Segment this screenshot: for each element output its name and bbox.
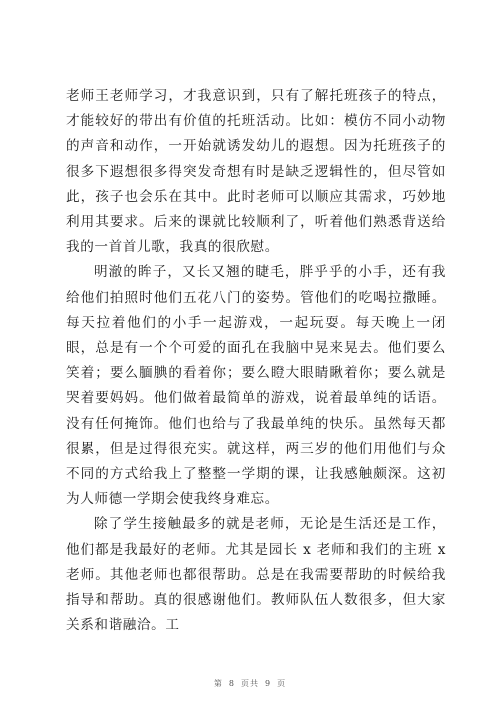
paragraph-1: 老师王老师学习，才我意识到，只有了解托班孩子的特点，才能较好的带出有价值的托班活动。比如：模仿不同小动物的声音和动作，一开始就诱发幼儿的遐想。因为托班孩子的很多下遐想很多得突发奇想有时是缺乏逻辑性的，但尽管如此，孩子也会乐在其中。此时老师可以顺应其需求，巧妙地利用其要求。后来的课就比较顺利了，听着他们熟悉背送给我的一首首儿歌，我真的很欣慰。 — [66, 88, 446, 256]
page-footer — [0, 678, 500, 689]
footer-total-pages: 9 — [265, 679, 272, 688]
document-body — [66, 84, 446, 638]
paragraph-2: 明澈的眸子，又长又翘的睫毛，胖乎乎的小手，还有我给他们拍照时他们五花八门的姿势。管他们的吃喝拉撒睡。每天拉着他们的小手一起游戏，一起玩耍。每天晚上一闭眼，总是有一个个可爱的面孔在我脑中晃来晃去。他们要么笑着；要么腼腆的看着你；要么瞪大眼睛瞅着你；要么就是哭着要妈妈。他们做着最简单的游戏，说着最单纯的话语。没有任何掩饰。他们也给与了我最单纯的快乐。虽然每天都很累，但是过得很充实。就这样，两三岁的他们用他们与众不同的方式给我上了整整一学期的课，让我感触颇深。这初为人师德一学期会使我终身难忘。 — [66, 264, 446, 508]
footer-prefix: 第 — [213, 679, 223, 688]
footer-page-number: 8 — [228, 679, 235, 688]
footer-suffix: 页 — [277, 679, 287, 688]
footer-middle: 页共 — [241, 679, 259, 688]
paragraph-3: 除了学生接触最多的就是老师，无论是生活还是工作，他们都是我最好的老师。尤其是园长 x 老师和我们的主班 x 老师。其他老师也都很帮助。总是在我需要帮助的时候给我指导和帮助。真的很感谢他们。教师队伍人数很多，但大家关系和谐融洽。工 — [66, 516, 446, 634]
